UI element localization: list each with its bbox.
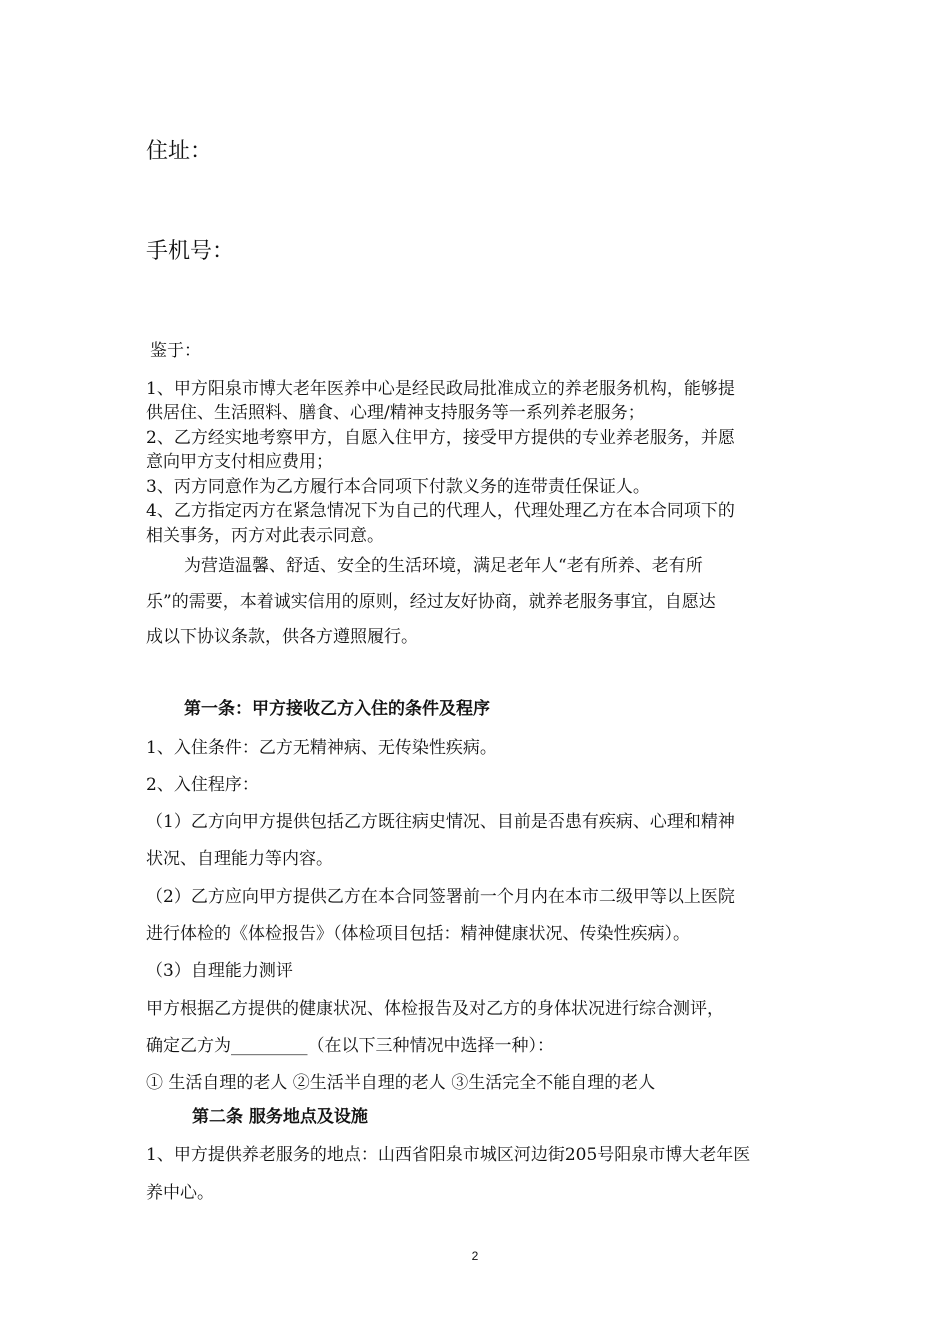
preamble-line: 成以下协议条款，供各方遵照履行。 — [146, 627, 418, 647]
article1-line: （2）乙方应向甲方提供乙方在本合同签署前一个月内在本市二级甲等以上医院 — [146, 887, 735, 907]
page-number: 2 — [471, 1249, 479, 1263]
article1-line: ① 生活自理的老人 ②生活半自理的老人 ③生活完全不能自理的老人 — [146, 1073, 656, 1093]
article1-line: 2、入住程序： — [146, 775, 259, 795]
article1-line: 1、入住条件：乙方无精神病、无传染性疾病。 — [146, 738, 497, 758]
preamble-line: 4、乙方指定丙方在紧急情况下为自己的代理人，代理处理乙方在本合同项下的 — [146, 501, 735, 521]
article1-line: 确定乙方为_________（在以下三种情况中选择一种）： — [146, 1036, 554, 1056]
preamble-line: 相关事务，丙方对此表示同意。 — [146, 526, 384, 546]
phone-label: 手机号： — [146, 239, 235, 264]
preamble-line: 1、甲方阳泉市博大老年医养中心是经民政局批准成立的养老服务机构，能够提 — [146, 379, 735, 399]
preamble-heading: 鉴于： — [150, 341, 201, 361]
preamble-line: 供居住、生活照料、膳食、心理/精神支持服务等一系列养老服务； — [146, 403, 645, 423]
article1-line: （3）自理能力测评 — [146, 961, 293, 981]
article1-line: （1）乙方向甲方提供包括乙方既往病史情况、目前是否患有疾病、心理和精神 — [146, 812, 735, 832]
preamble-line: 意向甲方支付相应费用； — [146, 452, 333, 472]
preamble-line: 2、乙方经实地考察甲方，自愿入住甲方，接受甲方提供的专业养老服务，并愿 — [146, 428, 735, 448]
article2-line: 1、甲方提供养老服务的地点：山西省阳泉市城区河边街205号阳泉市博大老年医 — [146, 1145, 751, 1165]
address-label: 住址： — [146, 139, 213, 164]
article1-line: 甲方根据乙方提供的健康状况、体检报告及对乙方的身体状况进行综合测评， — [146, 999, 724, 1019]
preamble-line: 为营造温馨、舒适、安全的生活环境，满足老年人“老有所养、老有所 — [184, 556, 703, 576]
preamble-line: 3、丙方同意作为乙方履行本合同项下付款义务的连带责任保证人。 — [146, 477, 650, 497]
article1-line: 状况、自理能力等内容。 — [146, 849, 333, 869]
article1-line: 进行体检的《体检报告》（体检项目包括：精神健康状况、传染性疾病）。 — [146, 924, 690, 944]
article1-title: 第一条：甲方接收乙方入住的条件及程序 — [184, 699, 490, 719]
article2-line: 养中心。 — [146, 1183, 214, 1203]
article2-title: 第二条 服务地点及设施 — [192, 1107, 368, 1127]
preamble-line: 乐”的需要，本着诚实信用的原则，经过友好协商，就养老服务事宜，自愿达 — [146, 592, 716, 612]
